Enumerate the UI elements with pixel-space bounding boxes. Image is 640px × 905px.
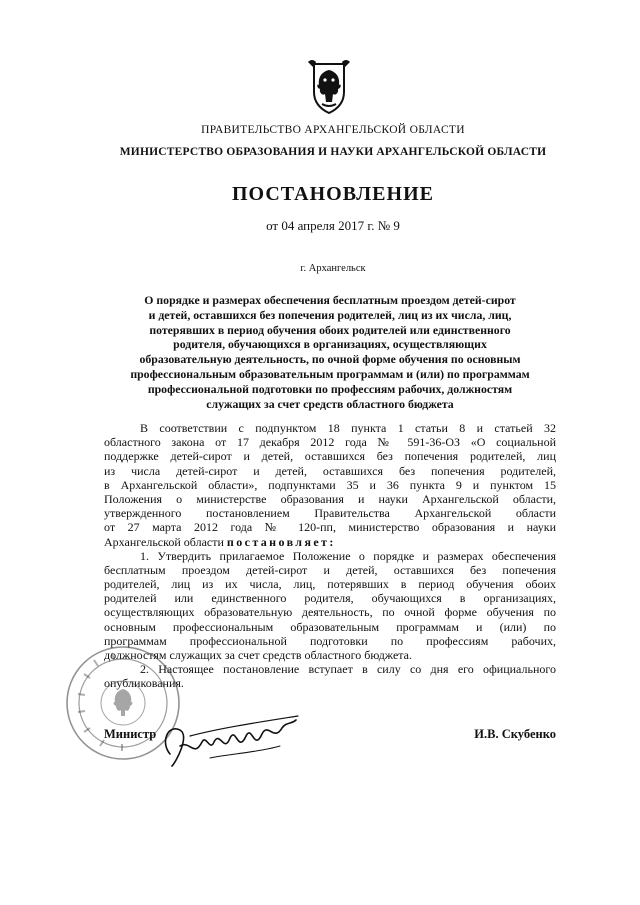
signature-block xyxy=(104,727,556,767)
body-line: из числа детей-сирот и детей, оставшихся без попечения родителей, xyxy=(104,463,556,478)
body-line: в Архангельской области», подпунктами 35 и 36 пункта 9 и пунктом 15 xyxy=(104,477,556,492)
body-line: Положения о министерстве образования и науки Архангельской области, xyxy=(104,491,556,506)
coat-of-arms-icon xyxy=(304,58,354,116)
body-line: от 27 марта 2012 года № 120-пп, министерство образования и науки xyxy=(104,520,556,535)
title-line: и детей, оставшихся без попечения родителей, лиц из их числа, лиц, xyxy=(148,307,512,322)
title-line: профессиональной подготовки по профессиям рабочих, должностям xyxy=(147,381,513,396)
ministry-header: МИНИСТЕРСТВО ОБРАЗОВАНИЯ И НАУКИ АРХАНГЕЛЬСКОЙ ОБЛАСТИ xyxy=(119,146,547,158)
body-line: областного закона от 17 декабря 2012 года № 591-36-ОЗ «О социальной xyxy=(104,435,556,450)
item2-line: 2. Настоящее постановление вступает в силу со дня его официального xyxy=(140,662,556,677)
item1-line: должностям служащих за счет средств областного бюджета. xyxy=(104,648,412,662)
item1-line: родителей или единственного родителя, обучающихся в организациях, xyxy=(104,591,556,606)
signatory-role: Министр xyxy=(104,727,157,741)
body-line: поддержке детей-сирот и детей, оставшихся без попечения родителей, лиц xyxy=(104,449,556,464)
body-line: Архангельской области xyxy=(104,534,224,549)
signatory-name: И.В. Скубенко xyxy=(474,727,556,741)
item1-line: 1. Утвердить прилагаемое Положение о порядке и размерах обеспечения xyxy=(140,548,556,563)
title-line: образовательную деятельность, по очной форме обучения по основным xyxy=(139,352,521,367)
title-line: потерявших в период обучения обоих родителей или единственного xyxy=(149,322,511,337)
item1-line: программам профессиональной подготовки по профессиям рабочих, xyxy=(104,633,556,648)
item1-line: осуществляющих образовательную деятельность, по очной форме обучения по xyxy=(104,605,556,620)
item1-line: бесплатным проездом детей-сирот и детей, оставшихся без попечения xyxy=(104,562,556,577)
item2-line: опубликования. xyxy=(104,676,184,691)
document-title xyxy=(100,293,560,411)
title-line: родителя, обучающихся в организациях, осуществляющих xyxy=(173,337,487,352)
body-line: утвержденного постановлением Правительства Архангельской области xyxy=(104,506,556,521)
title-line: служащих за счет средств областного бюджета xyxy=(206,396,454,411)
document-city: г. Архангельск xyxy=(300,263,366,274)
title-line: О порядке и размерах обеспечения бесплатным проездом детей-сирот xyxy=(144,293,516,307)
item1-line: родителей, лиц из их числа, лиц, потерявших в период обучения обоих xyxy=(104,577,556,592)
body-line: В соответствии с подпунктом 18 пункта 1 статьи 8 и статьей 32 xyxy=(140,421,556,435)
title-line: профессиональным образовательным программам и (или) по программам xyxy=(130,366,530,381)
government-header: ПРАВИТЕЛЬСТВО АРХАНГЕЛЬСКОЙ ОБЛАСТИ xyxy=(201,124,465,136)
item1-line: основным профессиональным образовательным программам и (или) по xyxy=(104,619,556,634)
document-date-number: от 04 апреля 2017 г. № 9 xyxy=(266,218,400,233)
decree-line xyxy=(104,535,556,549)
decree-word: постановляет: xyxy=(226,534,336,549)
document-type: ПОСТАНОВЛЕНИЕ xyxy=(232,183,434,205)
